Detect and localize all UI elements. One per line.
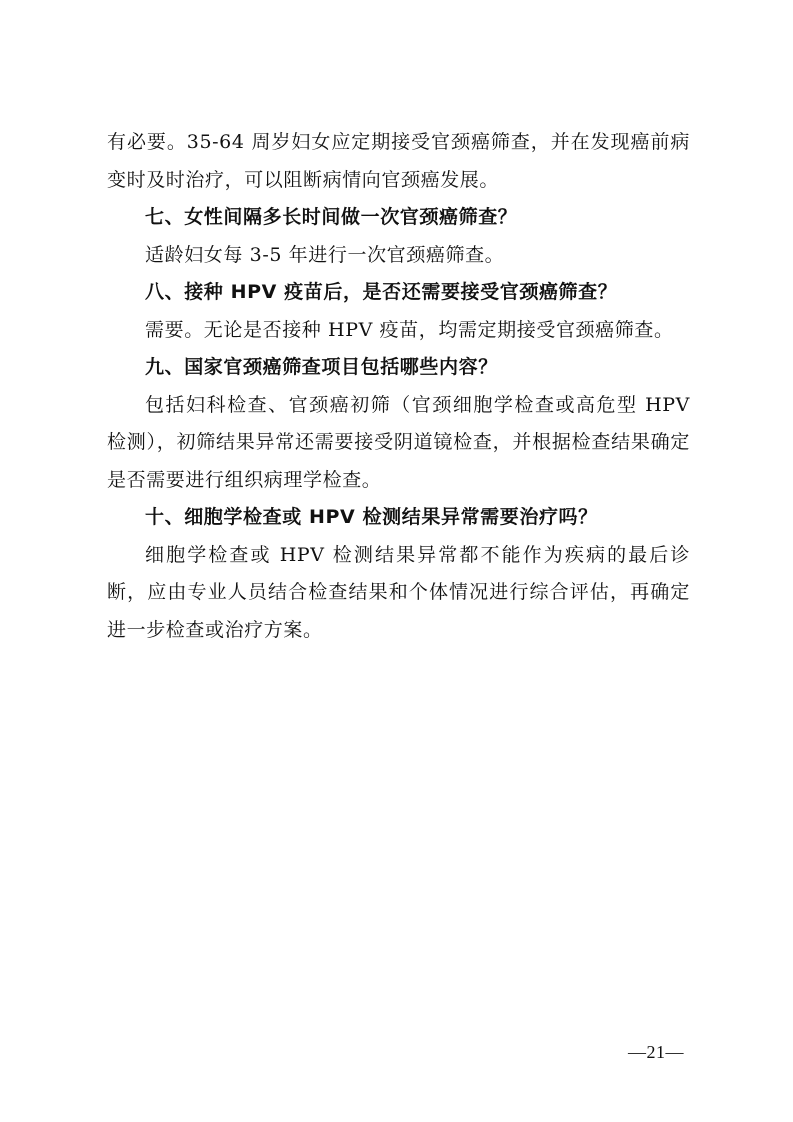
section-heading-9: 九、国家官颈癌筛查项目包括哪些内容？ (145, 356, 498, 378)
paragraph-7: 适龄妇女每 3-5 年进行一次官颈癌筛查。 (145, 243, 505, 266)
paragraph-continued: 有必要。35-64 周岁妇女应定期接受官颈癌筛查，并在发现癌前病变时及时治疗，可以阻断病情向官颈癌发展。 (107, 131, 690, 191)
paragraph-9: 包括妇科检查、官颈癌初筛（官颈细胞学检查或高危型 HPV 检测），初筛结果异常还需要接受阴道镜检查，并根据检查结果确定是否需要进行组织病理学检查。 (107, 393, 690, 491)
paragraph-10: 细胞学检查或 HPV 检测结果异常都不能作为疾病的最后诊断，应由专业人员结合检查结果和个体情况进行综合评估，再确定进一步检查或治疗方案。 (107, 543, 690, 641)
section-heading-8: 八、接种 HPV 疫苗后，是否还需要接受官颈癌筛查？ (145, 281, 618, 303)
section-heading-7: 七、女性间隔多长时间做一次官颈癌筛查？ (145, 206, 518, 228)
document-body (107, 124, 690, 649)
page-number: —21— (628, 1042, 684, 1062)
paragraph-8: 需要。无论是否接种 HPV 疫苗，均需定期接受官颈癌筛查。 (145, 318, 674, 341)
section-heading-10: 十、细胞学检查或 HPV 检测结果异常需要治疗吗？ (145, 506, 598, 528)
